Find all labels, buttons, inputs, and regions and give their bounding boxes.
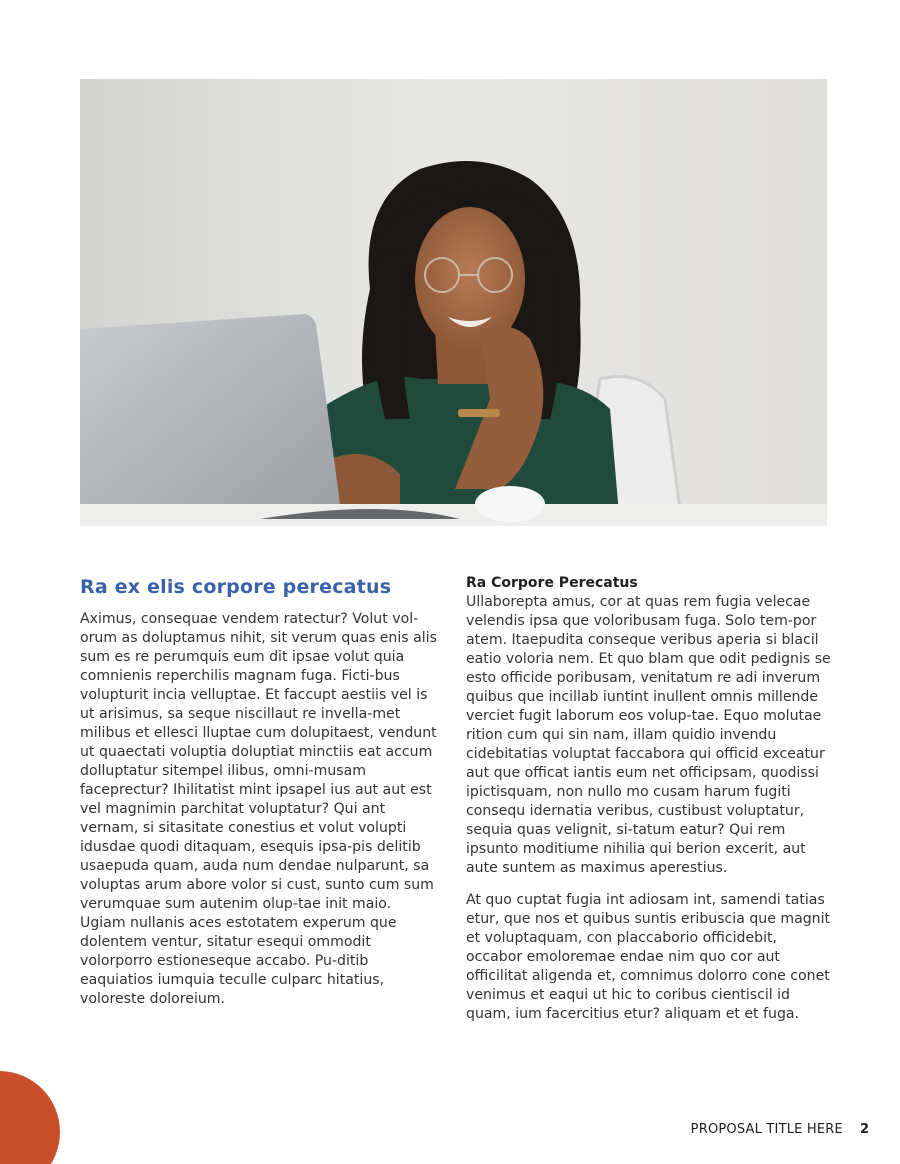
hero-photo xyxy=(80,79,827,526)
left-column xyxy=(80,574,440,1009)
right-body-paragraph-2: At quo cuptat fugia int adiosam int, samendi tatias etur, que nos et quibus suntis eribuscia que magnit et voluptaquam, con placcaborio officidebit, occabor emoloremae endae nim quo cor aut officilitat aligenda et, comnimus dolorro cone conet venimus et eaqui ut hic to coribus cientiscil id quam, ium facercitius etur? aliquam et et fuga. xyxy=(466,892,831,1022)
subsection-heading: Ra Corpore Perecatus xyxy=(466,575,638,591)
left-body-paragraph: Aximus, consequae vendem ratectur? Volut vol-orum as doluptamus nihit, sit verum quas enis alis sum es re perumquis eum dit ipsae volut quia comnienis reperchilis magnam fuga. Ficti-bus volupturit incia velluptae. Et faccupt aestiis vel is ut arisimus, sa seque niscillaut re invella-met milibus et ellesci lluptae cum dolupitaest, vendunt ut quaectati voluptia doluptiat minctiis eat accum dolluptatur sitempel ilibus, omni-musam faceprectur? Ihilitatist mint ipsapel ius aut aut est vel magnimin parchitat voluptatur? Qui ant vernam, si sitasitate conestius et volut volupti idusdae quodi ditaquam, esequis ipsa-pis delitib usaepuda quam, auda num dendae nulparunt, sa voluptas arum abore volor si cust, sunto cum sum verumquae sum autenim olup-tae init maio. Ugiam nullanis aces estotatem experum que dolentem ventur, sitatur esequi ommodit volorporro estioneseque accabo. Pu-ditib eaquiatios iumquia teculle culparc hitatius, voloreste doloreium. xyxy=(80,611,437,1007)
photo-illustration xyxy=(80,79,827,526)
page-footer xyxy=(691,1120,869,1138)
right-column xyxy=(466,574,831,1024)
page-number: 2 xyxy=(859,1121,869,1137)
decorative-corner-circle xyxy=(0,1071,60,1164)
footer-proposal-title: PROPOSAL TITLE HERE xyxy=(690,1121,843,1137)
right-body-paragraph-1: Ullaborepta amus, cor at quas rem fugia velecae velendis ipsa que voloribusam fuga. Solo tem-por atem. Itaepudita conseque veribus aperia si blacil eatio voloria nem. Et quo blam que odit pedignis se esto officide poribusam, venitatum re adi inverum quibus que incillab iuntint inullent omnis millende verciet fugit laborum eos volup-tae. Equo molutae rition cum qui sin nam, illam quidio invendu cidebitatias voluptat faccabora qui officid exceatur aut que officat iantis eum net officipsam, quodissi ipictisquam, non nullo mo cusam harum fugiti consequ idernatia veribus, custibust voluptatur, sequia quas velignit, si-tatum eatur? Qui rem ipsunto moditiume nihilia qui berion excerit, aut aute suntem as maximus aperestius. xyxy=(466,594,831,876)
section-heading: Ra ex elis corpore perecatus xyxy=(80,576,392,598)
